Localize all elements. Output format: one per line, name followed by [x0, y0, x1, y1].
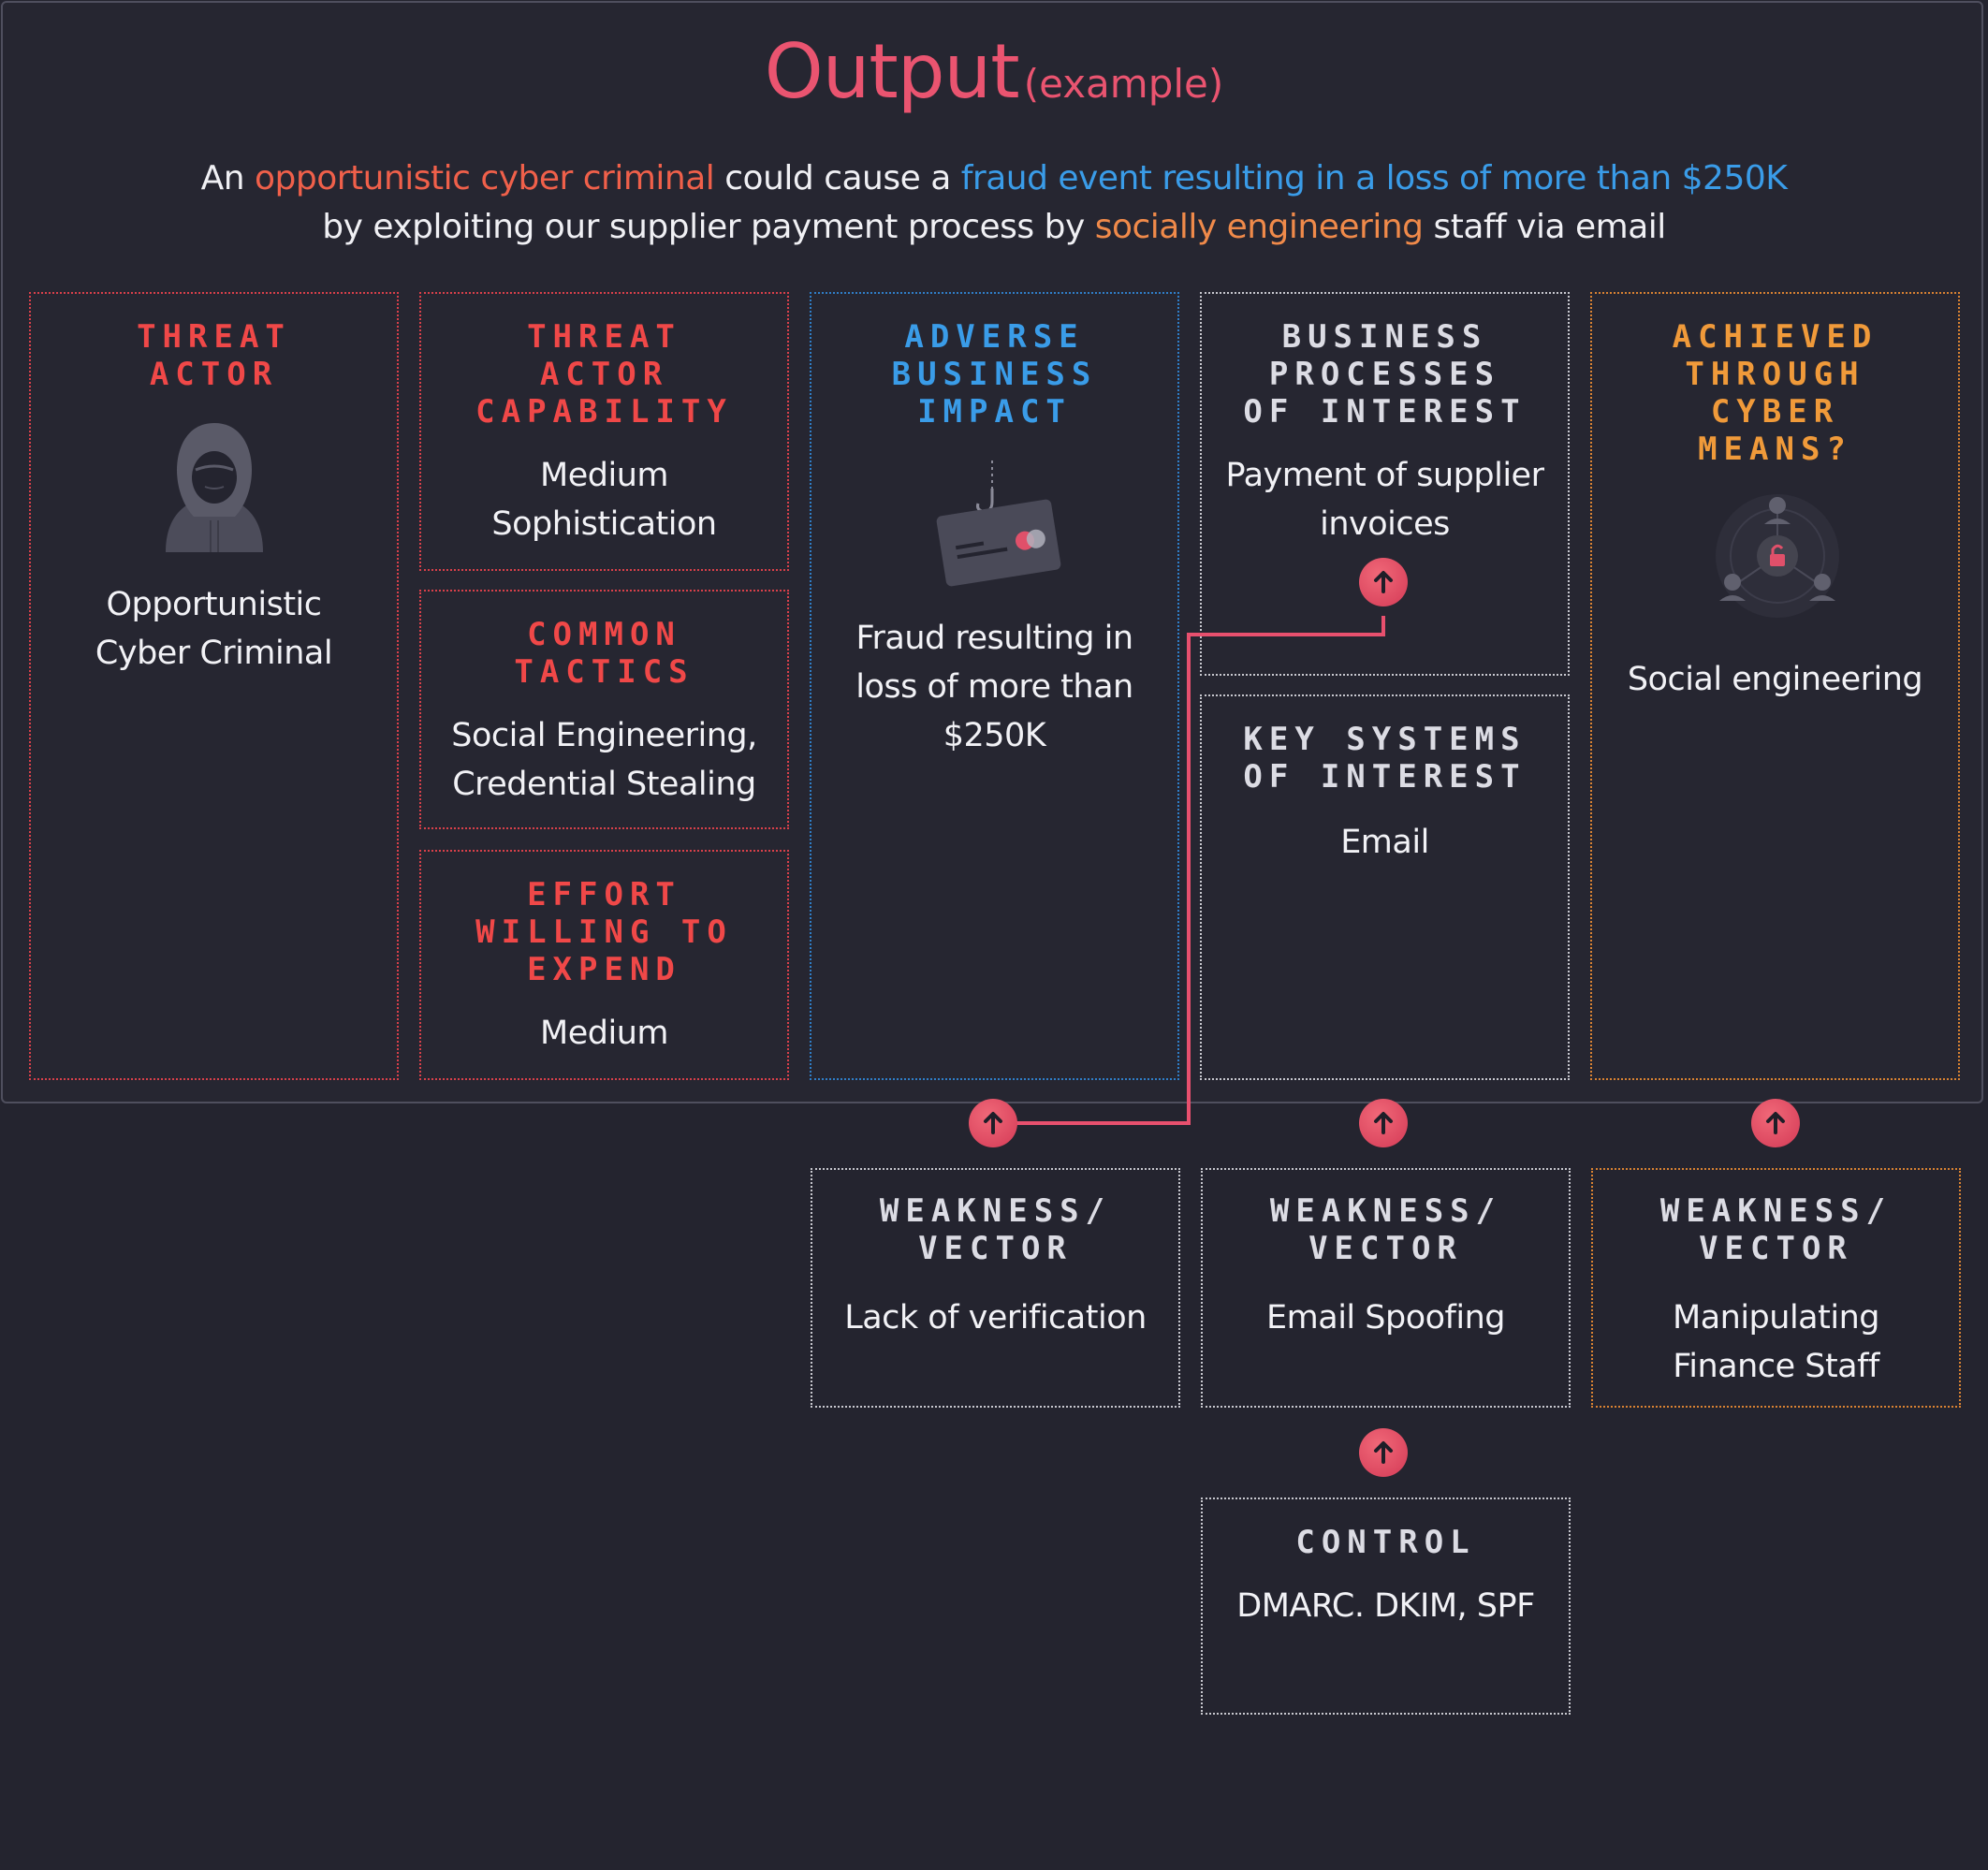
- sentence-segment: socially engineering: [1094, 208, 1424, 246]
- means-value: Social engineering: [1627, 661, 1923, 698]
- weakness-staff-label: WEAKNESS/ VECTOR: [1659, 1192, 1893, 1267]
- weakness-verification-value: Lack of verification: [844, 1299, 1147, 1337]
- threat-actor-label: THREAT ACTOR: [137, 318, 291, 393]
- systems-value: Email: [1340, 824, 1429, 861]
- weakness-spoofing-label: WEAKNESS/ VECTOR: [1269, 1192, 1502, 1267]
- weakness-spoofing-value: Email Spoofing: [1266, 1299, 1505, 1337]
- arrow-up-icon: [1359, 558, 1408, 606]
- tactics-value: Social Engineering, Credential Stealing: [451, 717, 757, 803]
- impact-value: Fraud resulting in loss of more than $250K: [855, 620, 1133, 754]
- weakness-verification-label: WEAKNESS/ VECTOR: [879, 1192, 1112, 1267]
- threat-actor-value: Opportunistic Cyber Criminal: [95, 586, 333, 672]
- sentence-segment: An: [200, 159, 255, 197]
- impact-label: ADVERSE BUSINESS IMPACT: [891, 318, 1098, 431]
- sentence-segment: could cause a: [714, 159, 961, 197]
- tactics-label: COMMON TACTICS: [514, 616, 694, 691]
- systems-label: KEY SYSTEMS OF INTEREST: [1243, 721, 1527, 796]
- capability-value: Medium Sophistication: [491, 457, 717, 543]
- arrow-up-icon: [1751, 1099, 1800, 1147]
- sentence-segment: by exploiting our supplier payment process by: [322, 208, 1095, 246]
- effort-value: Medium: [540, 1015, 668, 1052]
- means-label: ACHIEVED THROUGH CYBER MEANS?: [1672, 318, 1878, 468]
- sentence-segment: opportunistic cyber criminal: [255, 159, 715, 197]
- control-label: CONTROL: [1295, 1524, 1476, 1561]
- arrow-up-icon: [1359, 1099, 1408, 1147]
- sentence-segment: staff via email: [1423, 208, 1666, 246]
- capability-label: THREAT ACTOR CAPABILITY: [475, 318, 733, 431]
- title-main: Output: [764, 28, 1019, 115]
- arrow-up-icon: [969, 1099, 1017, 1147]
- effort-label: EFFORT WILLING TO EXPEND: [475, 876, 733, 988]
- title-sub: (example): [1023, 61, 1224, 107]
- weakness-staff-value: Manipulating Finance Staff: [1673, 1299, 1879, 1385]
- processes-value: Payment of supplier invoices: [1225, 457, 1544, 543]
- processes-label: BUSINESS PROCESSES OF INTEREST: [1243, 318, 1527, 431]
- arrow-up-icon: [1359, 1428, 1408, 1477]
- control-value: DMARC. DKIM, SPF: [1236, 1587, 1535, 1625]
- sentence-segment: fraud event resulting in a loss of more than $250K: [960, 159, 1788, 197]
